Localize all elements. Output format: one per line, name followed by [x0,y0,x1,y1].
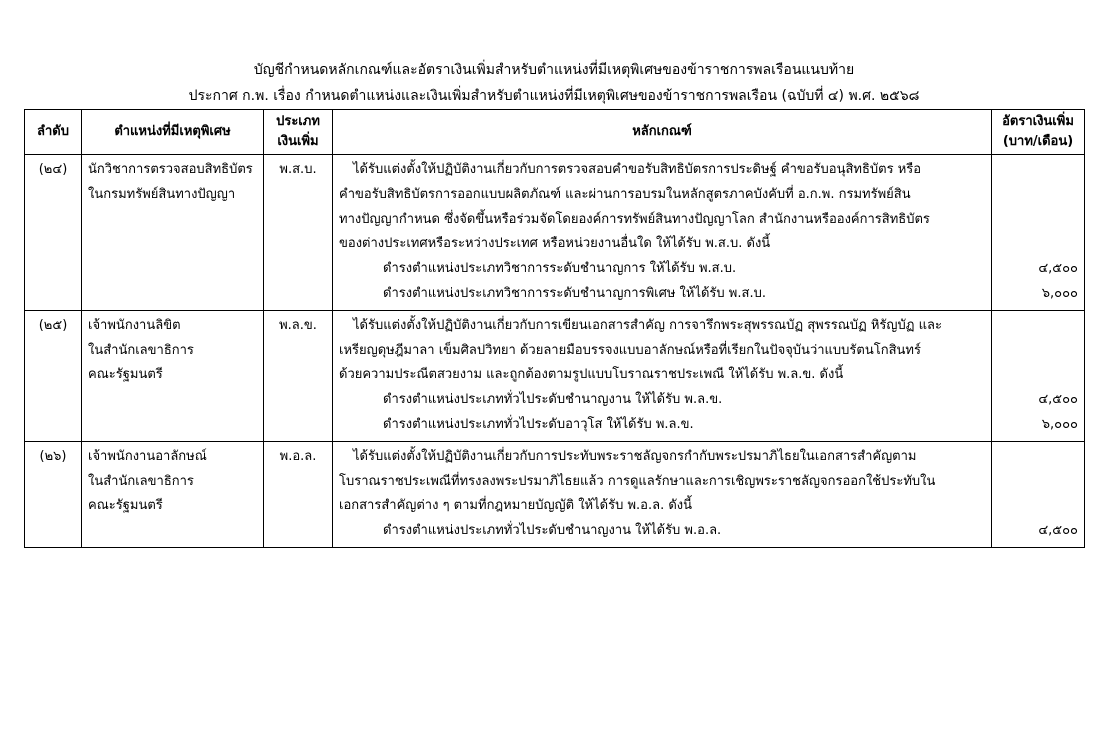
row-rate [992,155,1085,311]
row-criteria [333,441,992,547]
header-order: ลำดับ [25,110,82,155]
criteria-line: ได้รับแต่งตั้งให้ปฏิบัติงานเกี่ยวกับการตรวจสอบคำขอรับสิทธิบัตรการประดิษฐ์ คำขอรับอนุสิทธิบัตร หรือ [353,162,922,177]
header-rate-line-2: (บาท/เดือน) [1002,134,1074,149]
rank-line: ดำรงตำแหน่งประเภททั่วไประดับชำนาญงาน ให้ได้รับ พ.ล.ข. [383,392,723,408]
table-header-row [25,110,1085,155]
row-allowance-type: พ.ส.บ. [264,155,333,311]
rate-value: ๖,๐๐๐ [1041,416,1078,432]
criteria-line: เอกสารสำคัญต่าง ๆ ตามที่กฎหมายบัญญัติ ให้ได้รับ พ.อ.ล. ดังนี้ [339,498,693,514]
position-line: ในสำนักเลขาธิการ [88,342,194,358]
row-number: (๒๔) [25,155,82,311]
criteria-line: ได้รับแต่งตั้งให้ปฏิบัติงานเกี่ยวกับการประทับพระราชลัญจกรกำกับพระปรมาภิไธยในเอกสารสำคัญตาม [353,448,917,464]
header-criteria: หลักเกณฑ์ [333,110,992,155]
criteria-line: ด้วยความประณีตสวยงาม และถูกต้องตามรูปแบบโบราณราชประเพณี ให้ได้รับ พ.ล.ข. ดังนี้ [339,367,844,383]
criteria-line: เหรียญดุษฎีมาลา เข็มศิลปวิทยา ด้วยลายมือบรรจงแบบอาลักษณ์หรือที่เรียกในปัจจุบันว่าแบบรัตนโกสินทร์ [339,342,921,358]
row-number: (๒๕) [25,310,82,441]
criteria-line: ของต่างประเทศหรือระหว่างประเทศ หรือหน่วยงานอื่นใด ให้ได้รับ พ.ส.บ. ดังนี้ [339,236,771,252]
criteria-line: โบราณราชประเพณีที่ทรงลงพระปรมาภิไธยแล้ว การดูแลรักษาและการเชิญพระราชลัญจกรออกใช้ประทับใน [339,473,936,489]
rate-value: ๖,๐๐๐ [1041,285,1078,301]
position-line: เจ้าพนักงานอาลักษณ์ [88,448,207,464]
row-number: (๒๖) [25,441,82,547]
row-allowance-type: พ.อ.ล. [264,441,333,547]
rate-value: ๔,๕๐๐ [1038,261,1078,277]
rate-value: ๔,๕๐๐ [1038,523,1078,539]
row-criteria [333,310,992,441]
rank-line: ดำรงตำแหน่งประเภทวิชาการระดับชำนาญการ ให้ได้รับ พ.ส.บ. [383,261,737,277]
table-row [25,310,1085,441]
criteria-line: ได้รับแต่งตั้งให้ปฏิบัติงานเกี่ยวกับการเขียนเอกสารสำคัญ การจารึกพระสุพรรณบัฏ สุพรรณบัฏ หิรัญบัฏ และ [353,317,942,333]
row-rate [992,310,1085,441]
position-line: คณะรัฐมนตรี [88,367,163,383]
row-allowance-type: พ.ล.ข. [264,310,333,441]
position-line: คณะรัฐมนตรี [88,498,163,514]
row-position [82,155,264,311]
allowance-table [24,109,1085,548]
position-line: นักวิชาการตรวจสอบสิทธิบัตร [88,162,253,177]
rank-line: ดำรงตำแหน่งประเภทวิชาการระดับชำนาญการพิเศษ ให้ได้รับ พ.ส.บ. [383,285,766,301]
row-criteria [333,155,992,311]
header-position: ตำแหน่งที่มีเหตุพิเศษ [82,110,264,155]
position-line: ในสำนักเลขาธิการ [88,473,194,489]
header-rate-line-1: อัตราเงินเพิ่ม [1002,114,1074,129]
document-title-line-1: บัญชีกำหนดหลักเกณฑ์และอัตราเงินเพิ่มสำหรับตำแหน่งที่มีเหตุพิเศษของข้าราชการพลเรือนแนบท้าย [253,62,855,78]
row-position [82,310,264,441]
rank-line: ดำรงตำแหน่งประเภททั่วไประดับอาวุโส ให้ได้รับ พ.ล.ข. [383,416,694,432]
rank-line: ดำรงตำแหน่งประเภททั่วไประดับชำนาญงาน ให้ได้รับ พ.อ.ล. [383,523,722,539]
criteria-line: คำขอรับสิทธิบัตรการออกแบบผลิตภัณฑ์ และผ่านการอบรมในหลักสูตรภาคบังคับที่ อ.ก.พ. กรมทรัพย์สิน [339,186,911,202]
position-line: เจ้าพนักงานลิขิต [88,317,181,333]
header-rate [992,110,1085,155]
row-rate [992,441,1085,547]
position-line: ในกรมทรัพย์สินทางปัญญา [88,186,236,202]
table-row [25,441,1085,547]
header-type-line-2: เงินเพิ่ม [277,134,319,149]
criteria-line: ทางปัญญากำหนด ซึ่งจัดขึ้นหรือร่วมจัดโดยองค์การทรัพย์สินทางปัญญาโลก สำนักงานหรือองค์การสิทธิบัตร [339,211,930,227]
row-position [82,441,264,547]
header-type-line-1: ประเภท [276,114,320,129]
document-title-line-2: ประกาศ ก.พ. เรื่อง กำหนดตำแหน่งและเงินเพิ่มสำหรับตำแหน่งที่มีเหตุพิเศษของข้าราชการพลเรือน (ฉบับที่ ๔) พ.ศ. ๒๕๖๘ [188,88,920,104]
table-row [25,155,1085,311]
header-type [264,110,333,155]
rate-value: ๔,๕๐๐ [1038,392,1078,408]
